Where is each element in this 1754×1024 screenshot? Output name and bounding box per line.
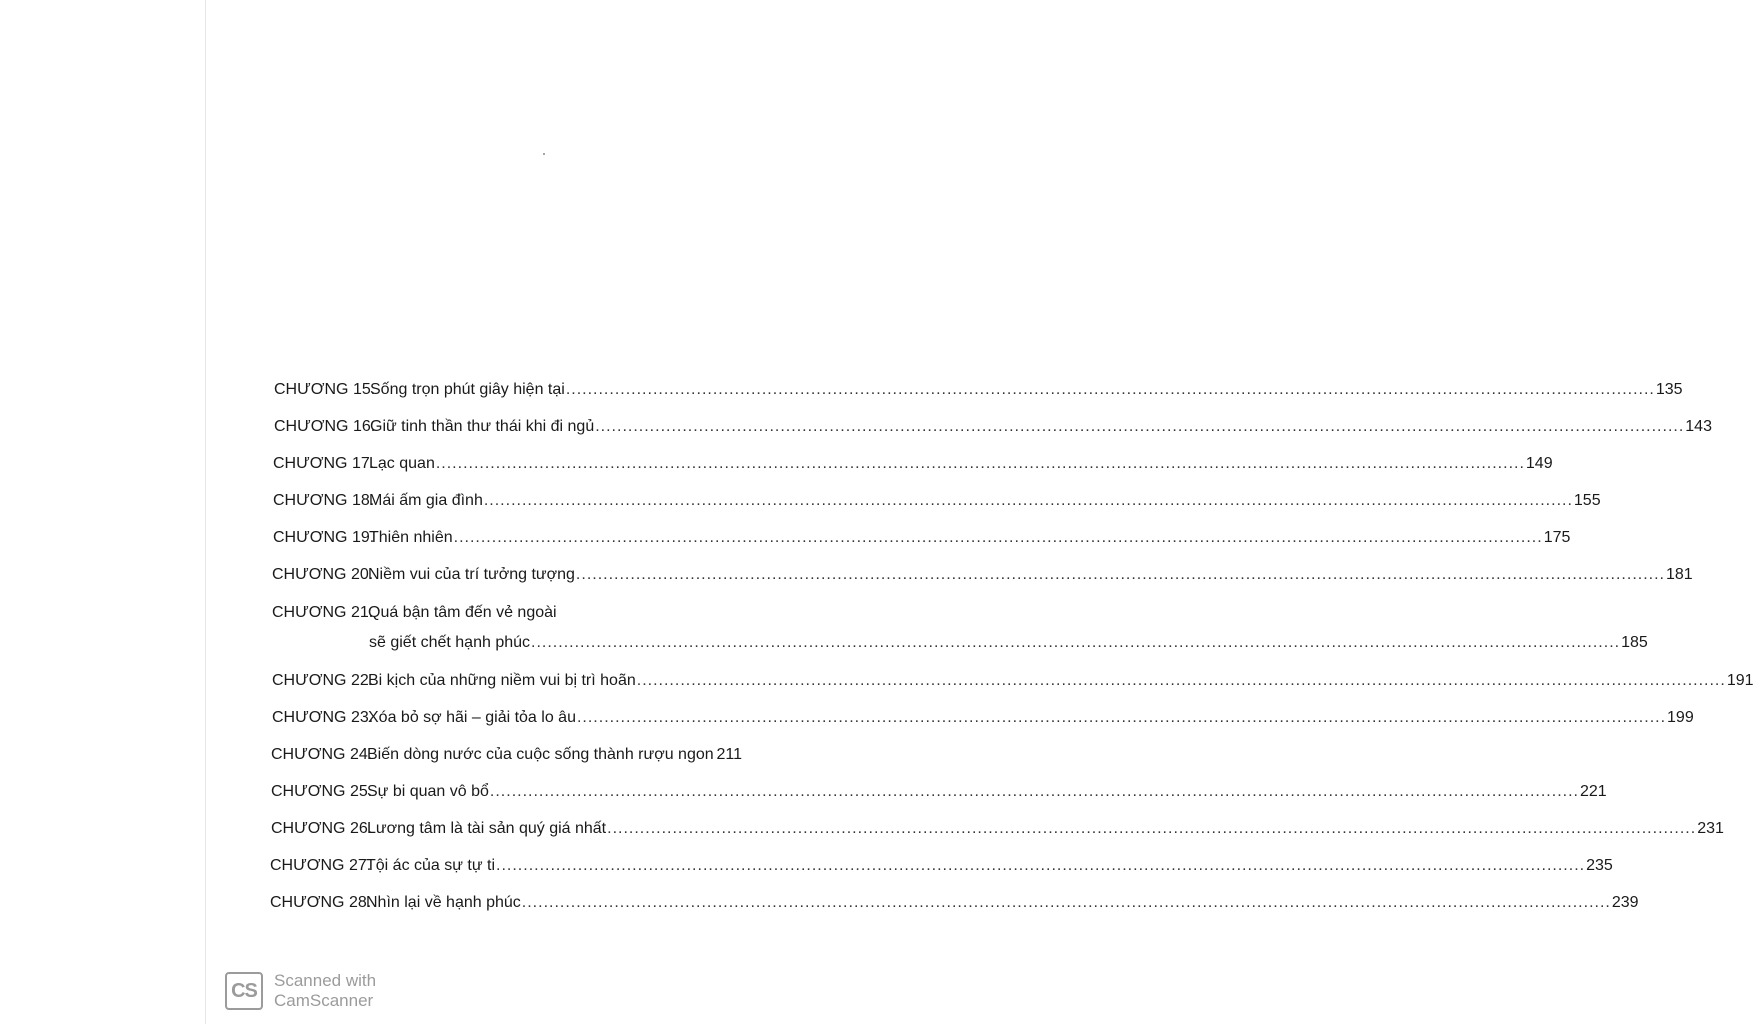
toc-entry bbox=[273, 526, 1571, 550]
toc-page-number: 231 bbox=[1697, 820, 1724, 837]
toc-chapter-title: Lạc quan bbox=[369, 455, 435, 472]
toc-chapter-label: CHƯƠNG 18. bbox=[273, 492, 375, 509]
watermark-line-2: CamScanner bbox=[274, 991, 374, 1010]
toc-leader-dots: ........................................................................................................................................................................................................ bbox=[521, 894, 1611, 911]
toc-entry bbox=[271, 780, 1607, 804]
toc-page-number: 221 bbox=[1579, 783, 1607, 800]
toc-chapter-title: Sự bi quan vô bổ bbox=[367, 783, 489, 800]
toc-chapter-number: 24. bbox=[349, 746, 373, 763]
toc-chapter-title: Xóa bỏ sợ hãi – giải tỏa lo âu bbox=[368, 709, 576, 726]
toc-chapter-title: Nhìn lại về hạnh phúc bbox=[366, 894, 521, 911]
toc-entry bbox=[273, 452, 1553, 476]
toc-leader-dots: ........................................................................................................................................................................................................ bbox=[636, 672, 1726, 689]
toc-page-number: 135 bbox=[1655, 381, 1683, 398]
toc-chapter-number: 28. bbox=[348, 894, 372, 911]
toc-entry bbox=[274, 415, 1712, 439]
toc-chapter-number: 21. bbox=[350, 604, 374, 621]
toc-chapter-number: 27. bbox=[348, 857, 372, 874]
toc-leader-dots: ........................................................................................................................................................................................................ bbox=[576, 709, 1667, 726]
toc-leader-dots bbox=[715, 743, 716, 767]
toc-chapter-label: CHƯƠNG 28. bbox=[270, 894, 372, 911]
toc-chapter-label: CHƯƠNG 27. bbox=[270, 857, 372, 874]
toc-page-number: 239 bbox=[1611, 894, 1639, 911]
toc-leader-dots: ........................................................................................................................................................................................................ bbox=[575, 566, 1665, 583]
toc-chapter-title: Sống trọn phút giây hiện tại bbox=[370, 381, 565, 398]
toc-chapter-number: 25. bbox=[349, 783, 373, 800]
toc-leader-dots: ........................................................................................................................................................................................................ bbox=[453, 529, 1543, 546]
toc-chapter-label: CHƯƠNG 23. bbox=[272, 709, 374, 726]
toc-chapter-label: CHƯƠNG 16. bbox=[274, 418, 376, 435]
toc-chapter-label: CHƯƠNG 17. bbox=[273, 455, 375, 472]
watermark-line-1: Scanned with bbox=[274, 971, 377, 990]
toc-page-number: 235 bbox=[1586, 857, 1613, 874]
toc-leader-dots: ........................................................................................................................................................................................................ bbox=[496, 857, 1586, 874]
toc-chapter-number: 18. bbox=[351, 492, 375, 509]
toc-page-number: 191 bbox=[1726, 672, 1754, 689]
toc-entry bbox=[271, 743, 742, 767]
toc-chapter-label: CHƯƠNG 15. bbox=[274, 381, 376, 398]
toc-leader-dots: ........................................................................................................................................................................................................ bbox=[595, 418, 1685, 435]
toc-chapter-number: 26. bbox=[349, 820, 373, 837]
toc-chapter-label: CHƯƠNG 20. bbox=[272, 566, 374, 583]
toc-chapter-title: Thiên nhiên bbox=[369, 529, 453, 546]
toc-page-number: 211 bbox=[716, 746, 742, 763]
toc-page-number: 155 bbox=[1573, 492, 1601, 509]
toc-chapter-number: 15. bbox=[352, 381, 376, 398]
toc-entry bbox=[271, 817, 1724, 841]
toc-chapter-label: CHƯƠNG 24. bbox=[271, 746, 373, 763]
toc-chapter-title: Lương tâm là tài sản quý giá nhất bbox=[367, 820, 607, 837]
toc-chapter-title: Bi kịch của những niềm vui bị trì hoãn bbox=[368, 672, 636, 689]
toc-page-number: 149 bbox=[1525, 455, 1553, 472]
toc-entry bbox=[272, 706, 1694, 730]
toc-leader-dots: ........................................................................................................................................................................................................ bbox=[565, 381, 1655, 398]
toc-chapter-number: 17. bbox=[351, 455, 375, 472]
toc-leader-dots: ........................................................................................................................................................................................................ bbox=[435, 455, 1525, 472]
toc-entry bbox=[272, 601, 742, 625]
toc-page-number: 181 bbox=[1665, 566, 1693, 583]
toc-entry bbox=[272, 669, 1754, 693]
toc-chapter-label: CHƯƠNG 25. bbox=[271, 783, 373, 800]
toc-chapter-number: 20. bbox=[350, 566, 374, 583]
toc-leader-dots: ........................................................................................................................................................................................................ bbox=[483, 492, 1573, 509]
toc-page-number: 199 bbox=[1667, 709, 1694, 726]
toc-leader-dots: ........................................................................................................................................................................................................ bbox=[607, 820, 1697, 837]
toc-chapter-number: 23. bbox=[350, 709, 374, 726]
camscanner-watermark bbox=[274, 971, 376, 1011]
toc-entry bbox=[273, 489, 1601, 513]
toc-page-number: 143 bbox=[1685, 418, 1712, 435]
toc-chapter-label: CHƯƠNG 21. bbox=[272, 604, 374, 621]
toc-entry bbox=[270, 854, 1613, 878]
toc-leader-dots: ........................................................................................................................................................................................................ bbox=[531, 634, 1621, 651]
toc-chapter-number: 19. bbox=[351, 529, 375, 546]
toc-entry-continuation bbox=[369, 631, 1648, 655]
toc-chapter-label: CHƯƠNG 26. bbox=[271, 820, 373, 837]
toc-entry bbox=[272, 563, 1693, 587]
toc-chapter-number: 16. bbox=[352, 418, 376, 435]
toc-page-number: 185 bbox=[1621, 634, 1648, 651]
toc-chapter-title-continuation: sẽ giết chết hạnh phúc bbox=[369, 634, 531, 651]
toc-entry bbox=[270, 891, 1639, 915]
toc-chapter-title: Mái ấm gia đình bbox=[369, 492, 483, 509]
toc-chapter-label: CHƯƠNG 22. bbox=[272, 672, 374, 689]
toc-chapter-title: Tội ác của sự tự ti bbox=[366, 857, 496, 874]
camscanner-logo-icon: CS bbox=[225, 972, 263, 1010]
toc-chapter-title: Giữ tinh thần thư thái khi đi ngủ bbox=[370, 418, 595, 435]
toc-chapter-title: Quá bận tâm đến vẻ ngoài bbox=[368, 604, 557, 621]
toc-leader-dots: ........................................................................................................................................................................................................ bbox=[489, 783, 1579, 800]
toc-chapter-number: 22. bbox=[350, 672, 374, 689]
toc-page-number: 175 bbox=[1543, 529, 1571, 546]
toc-chapter-label: CHƯƠNG 19. bbox=[273, 529, 375, 546]
toc-entry bbox=[274, 378, 1683, 402]
toc-chapter-title: Niềm vui của trí tưởng tượng bbox=[368, 566, 575, 583]
toc-chapter-title: Biến dòng nước của cuộc sống thành rượu ngon bbox=[367, 746, 714, 763]
